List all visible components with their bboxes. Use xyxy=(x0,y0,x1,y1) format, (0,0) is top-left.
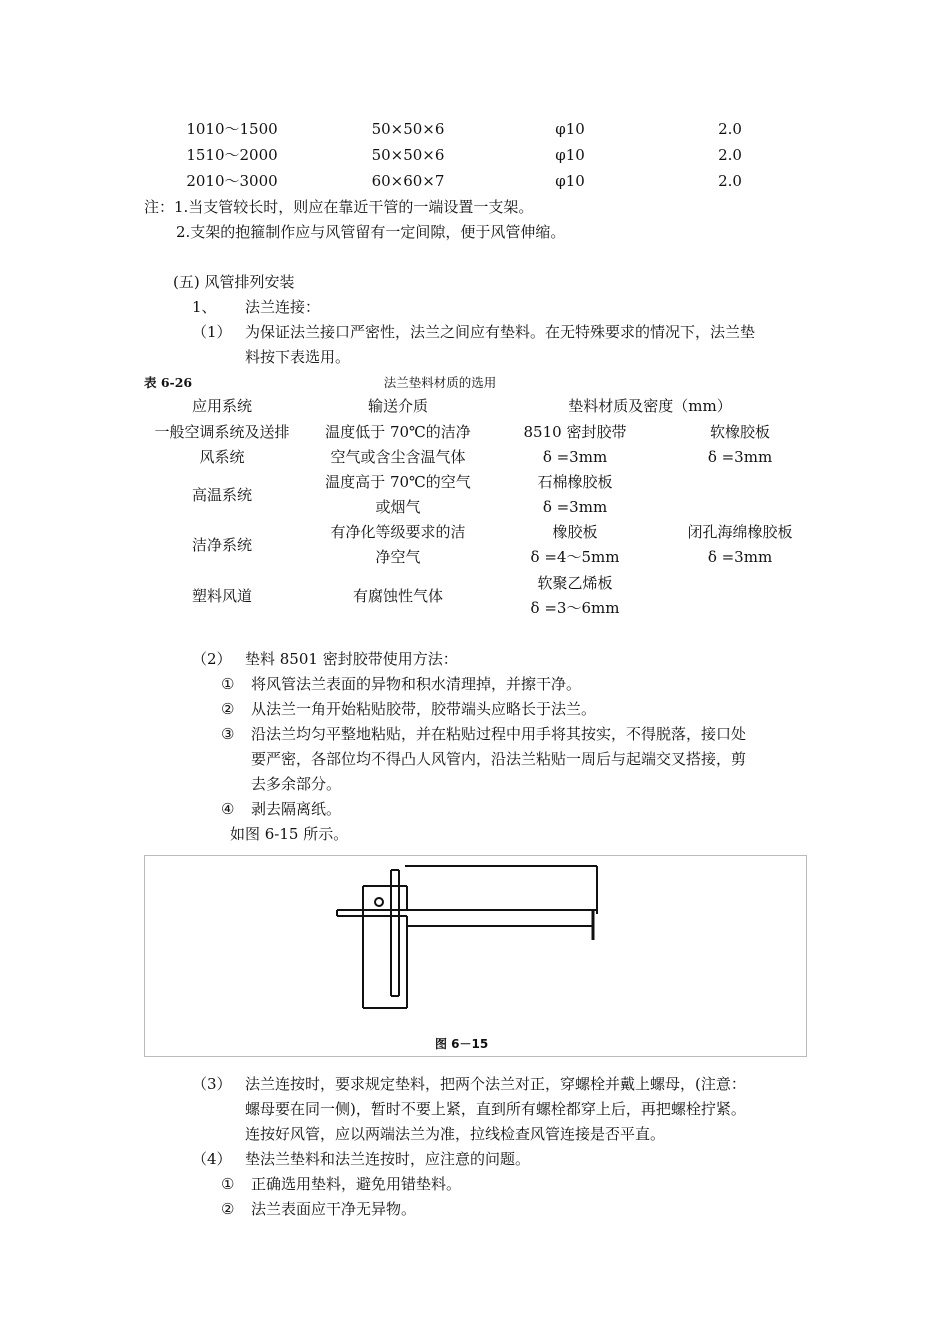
table-cell: 有净化等级要求的洁 xyxy=(330,523,466,541)
step-mark: ② xyxy=(221,1200,235,1218)
table-cell: 1010～1500 xyxy=(186,120,278,138)
table-cell: δ =3mm xyxy=(707,448,773,466)
flange-diagram xyxy=(145,856,808,1058)
paragraph-line: 法兰连按时，要求规定垫料，把两个法兰对正，穿螺栓并戴上螺母，(注意： xyxy=(245,1075,746,1093)
figure-reference: 如图 6-15 所示。 xyxy=(230,825,349,843)
table-cell: 2010～3000 xyxy=(186,172,278,190)
table-cell: 石棉橡胶板 xyxy=(537,473,613,491)
table-cell: φ10 xyxy=(555,172,585,190)
table-cell: 软聚乙烯板 xyxy=(537,574,613,592)
paragraph-number: （1） xyxy=(192,323,232,341)
step-mark: ③ xyxy=(221,725,235,743)
item-title: 法兰连接： xyxy=(245,298,321,316)
paragraph-line: 为保证法兰接口严密性，法兰之间应有垫料。在无特殊要求的情况下，法兰垫 xyxy=(245,323,756,341)
table-cell: 净空气 xyxy=(375,548,421,566)
table-cell: 风系统 xyxy=(199,448,245,466)
table-header: 输送介质 xyxy=(367,397,428,415)
table-cell: 50×50×6 xyxy=(371,120,445,138)
paragraph-line: 料按下表选用。 xyxy=(245,348,351,366)
table-cell: 2.0 xyxy=(718,120,742,138)
step-mark: ① xyxy=(221,1175,235,1193)
paragraph-line: 螺母要在同一侧)，暂时不要上紧，直到所有螺栓都穿上后，再把螺栓拧紧。 xyxy=(245,1100,746,1118)
paragraph-number: （4） xyxy=(192,1150,232,1168)
section-heading: (五) 风管排列安装 xyxy=(173,273,295,291)
step-text: 去多余部分。 xyxy=(251,775,342,793)
table-cell: δ =3mm xyxy=(542,448,608,466)
table-caption: 法兰垫料材质的选用 xyxy=(383,375,497,390)
table-cell: δ =3mm xyxy=(542,498,608,516)
table-cell: 或烟气 xyxy=(375,498,421,516)
table-cell: 塑料风道 xyxy=(191,587,252,605)
table-header: 应用系统 xyxy=(191,397,252,415)
figure-caption: 图 6－15 xyxy=(435,1037,489,1051)
paragraph-number: （3） xyxy=(192,1075,232,1093)
table-cell: 2.0 xyxy=(718,146,742,164)
table-cell: 2.0 xyxy=(718,172,742,190)
table-cell: 一般空调系统及送排 xyxy=(154,423,290,441)
table-cell: 橡胶板 xyxy=(552,523,598,541)
step-text: 要严密，各部位均不得凸人风管内，沿法兰粘贴一周后与起端交叉搭接，剪 xyxy=(251,750,747,768)
table-cell: 1510～2000 xyxy=(186,146,278,164)
table-cell: 50×50×6 xyxy=(371,146,445,164)
table-header: 垫料材质及密度（mm） xyxy=(568,397,732,415)
table-cell: δ =4～5mm xyxy=(530,548,620,566)
paragraph-line: 垫法兰垫料和法兰连按时，应注意的问题。 xyxy=(245,1150,531,1168)
table-cell: 有腐蚀性气体 xyxy=(352,587,443,605)
paragraph-line: 垫料 8501 密封胶带使用方法： xyxy=(245,650,458,668)
table-cell: φ10 xyxy=(555,146,585,164)
step-mark: ① xyxy=(221,675,235,693)
table-cell: δ =3mm xyxy=(707,548,773,566)
step-mark: ④ xyxy=(221,800,235,818)
note-2: 2.支架的抱箍制作应与风管留有一定间隙，便于风管伸缩。 xyxy=(176,223,566,241)
paragraph-number: （2） xyxy=(192,650,232,668)
table-cell: 8510 密封胶带 xyxy=(523,423,627,441)
table-cell: 闭孔海绵橡胶板 xyxy=(687,523,793,541)
paragraph-line: 连按好风管，应以两端法兰为准，拉线检查风管连接是否平直。 xyxy=(245,1125,666,1143)
table-cell: 60×60×7 xyxy=(371,172,445,190)
step-text: 正确选用垫料，避免用错垫料。 xyxy=(251,1175,462,1193)
table-cell: δ =3～6mm xyxy=(530,599,620,617)
table-cell: 软橡胶板 xyxy=(709,423,770,441)
table-label: 表 6-26 xyxy=(144,375,193,390)
step-text: 法兰表面应干净无异物。 xyxy=(251,1200,417,1218)
step-text: 沿法兰均匀平整地粘贴，并在粘贴过程中用手将其按实，不得脱落，接口处 xyxy=(251,725,747,743)
step-text: 从法兰一角开始粘贴胶带，胶带端头应略长于法兰。 xyxy=(251,700,597,718)
step-mark: ② xyxy=(221,700,235,718)
item-number: 1、 xyxy=(192,298,217,316)
table-cell: 空气或含尘含温气体 xyxy=(330,448,466,466)
table-cell: 温度低于 70℃的洁净 xyxy=(325,423,471,441)
step-text: 剥去隔离纸。 xyxy=(251,800,342,818)
table-cell: 温度高于 70℃的空气 xyxy=(325,473,471,491)
note-1: 注：1.当支管较长时，则应在靠近干管的一端设置一支架。 xyxy=(144,198,534,216)
step-text: 将风管法兰表面的异物和积水清理掉，并擦干净。 xyxy=(251,675,582,693)
table-cell: 洁净系统 xyxy=(191,536,252,554)
figure-6-15 xyxy=(144,855,807,1057)
table-cell: 高温系统 xyxy=(191,486,252,504)
table-cell: φ10 xyxy=(555,120,585,138)
